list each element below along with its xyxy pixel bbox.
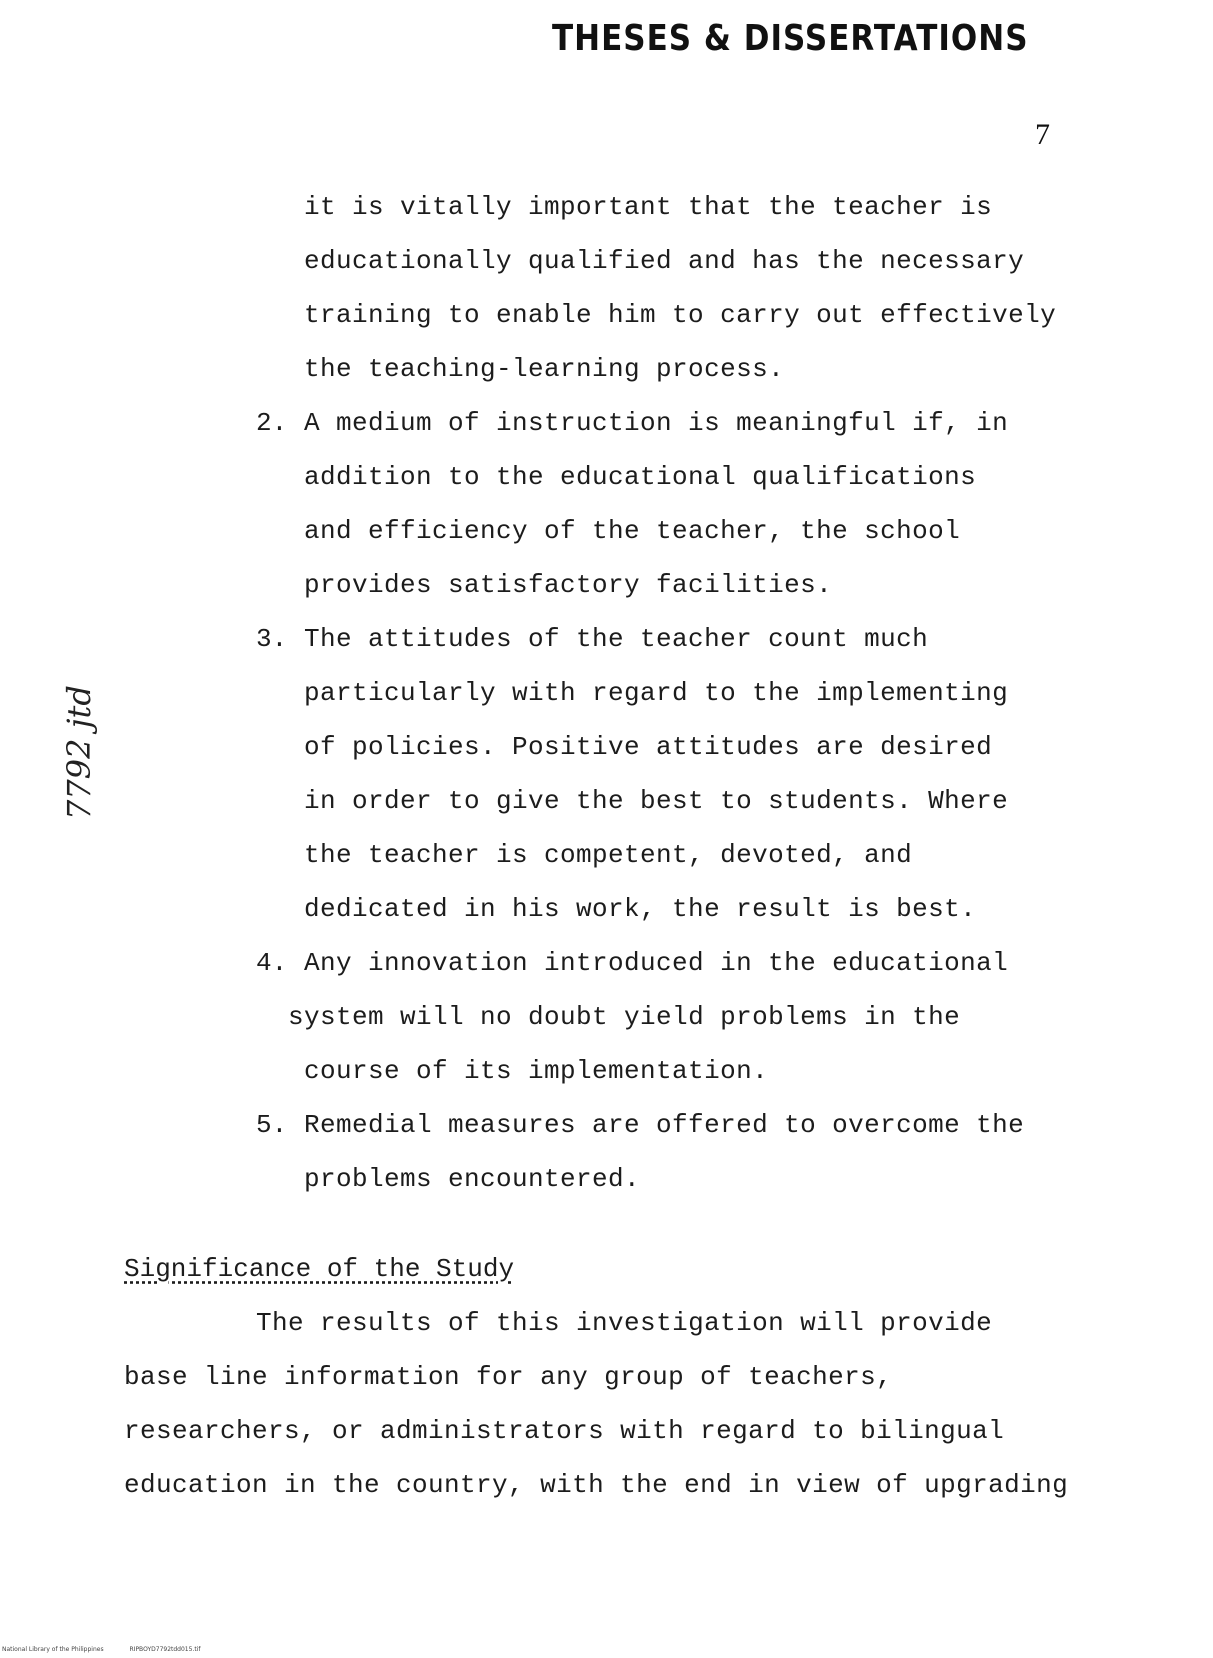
list-item-line: of policies. Positive attitudes are desired (304, 732, 993, 762)
list-item-line: addition to the educational qualifications (304, 462, 977, 492)
list-item-line: the teacher is competent, devoted, and (304, 840, 913, 870)
list-item-line: in order to give the best to students. Where (304, 786, 1009, 816)
list-item-line: Remedial measures are offered to overcome the (304, 1110, 1025, 1140)
list-item-line: system will no doubt yield problems in the (288, 1002, 961, 1032)
body-line: training to enable him to carry out effectively (304, 300, 1057, 330)
body-line: educationally qualified and has the necessary (304, 246, 1025, 276)
list-item-line: A medium of instruction is meaningful if, in (304, 408, 1009, 438)
list-item-line: Any innovation introduced in the educational (304, 948, 1009, 978)
theses-dissertations-stamp: THESES & DISSERTATIONS (552, 18, 1029, 60)
footer-library: National Library of the Philippines (2, 1646, 104, 1653)
list-item-number: 5. (256, 1110, 288, 1140)
list-item-line: problems encountered. (304, 1164, 641, 1194)
section-line: base line information for any group of teachers, (124, 1362, 893, 1392)
scan-footer (2, 1646, 224, 1653)
list-item-line: provides satisfactory facilities. (304, 570, 833, 600)
section-heading: Significance of the Study (124, 1254, 515, 1284)
list-item-line: particularly with regard to the implementing (304, 678, 1009, 708)
list-item-number: 3. (256, 624, 288, 654)
list-item-line: The attitudes of the teacher count much (304, 624, 929, 654)
list-item-line: dedicated in his work, the result is best. (304, 894, 977, 924)
list-item-number: 2. (256, 408, 288, 438)
list-item-line: and efficiency of the teacher, the school (304, 516, 961, 546)
list-item-number: 4. (256, 948, 288, 978)
section-line: education in the country, with the end in view of upgrading (124, 1470, 1069, 1500)
body-line: the teaching-learning process. (304, 354, 785, 384)
list-item-line: course of its implementation. (304, 1056, 769, 1086)
handwritten-margin-note: 7792 jtd (60, 685, 98, 820)
page-number: 7 (1035, 118, 1050, 151)
section-line: researchers, or administrators with regard to bilingual (124, 1416, 1005, 1446)
body-line: it is vitally important that the teacher is (304, 192, 993, 222)
section-line: The results of this investigation will provide (256, 1308, 993, 1338)
footer-file: RIPBOYD7792tdd015.tif (129, 1646, 201, 1653)
